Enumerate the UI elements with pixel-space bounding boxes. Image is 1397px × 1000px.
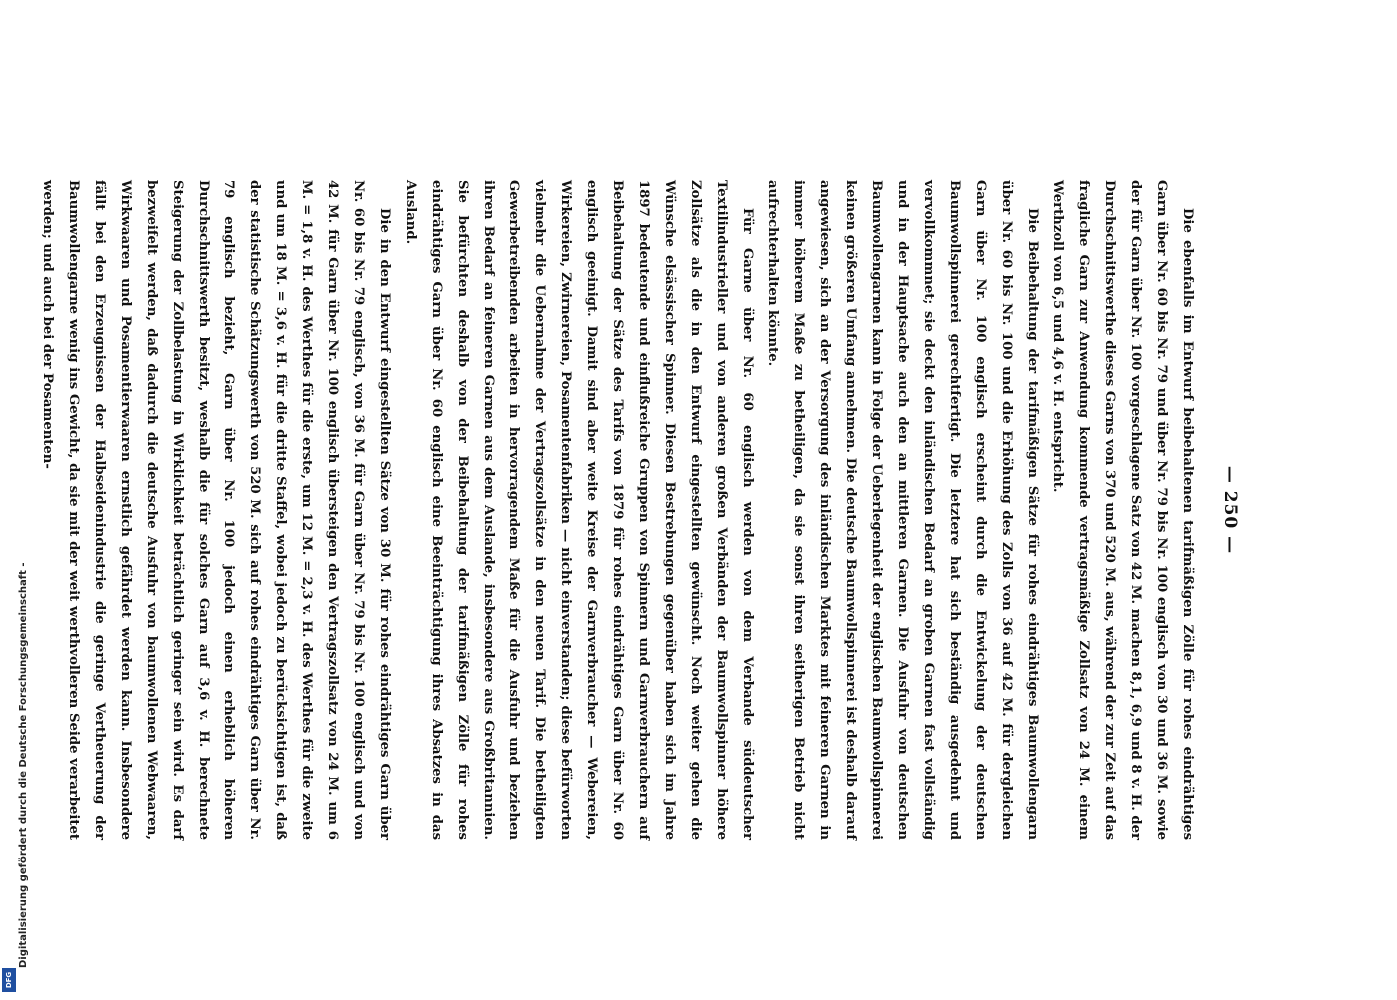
paragraph-2: Die Beibehaltung der tarifmäßigen Sätze für rohes eindrähtiges Baumwollengarn über Nr. 60 bis Nr. 100 und die Erhöhung des Zolls von 36 auf 42 M. für dergleichen Garn über Nr. 100 englisch erscheint durch die Entwickelung der deutschen Baumwollspinnerei gerechtfertigt. Die letztere hat sich beständig ausgedehnt und vervollkommnet; sie deckt den inländischen Bedarf an groben Garnen fast vollständig und in der Hauptsache auch den an mittleren Garnen. Die Ausfuhr von deutschen Baumwollengarnen kann in Folge der Ueberlegenheit der englischen Baumwollspinnerei keinen größeren Umfang annehmen. Die deutsche Baumwollspinnerei ist deshalb darauf angewiesen, sich an der Versorgung des inländischen Marktes mit feineren Garnen in immer höherem Maße zu betheiligen, da sie sonst ihren seitherigen Betrieb nicht aufrechterhalten könnte. — [765, 180, 1040, 840]
dfg-logo-icon — [2, 968, 16, 992]
page-number: — 250 — — [1220, 465, 1240, 555]
paragraph-3: Für Garne über Nr. 60 englisch werden von dem Verbande süddeutscher Textilindustrieller und von anderen großen Verbänden der Baumwollspinner höhere Zollsätze als die in den Entwurf eingestellten gewünscht. Noch weiter gehen die Wünsche elsässischer Spinner. Diesen Bestrebungen gegenüber haben sich im Jahre 1897 bedeutende und einflußreiche Gruppen von Spinnern und Garnverbrauchern auf Beibehaltung der Sätze des Tarifs von 1879 für rohes eindrähtiges Garn über Nr. 60 englisch geeinigt. Damit sind aber weite Kreise der Garnverbraucher — Webereien, Wirkereien, Zwirnereien, Posamentenfabriken — nicht einverstanden; diese befürworten vielmehr die Uebernahme der Vertragszollsätze in den neuen Tarif. Die betheiligten Gewerbetreibenden arbeiten in hervorragendem Maße für die Ausfuhr und beziehen ihren Bedarf an feineren Garnen aus dem Auslande, insbesondere aus Großbritannien. Sie befürchten deshalb von der Beibehaltung der tarifmäßigen Zölle für rohes eindrähtiges Garn über Nr. 60 englisch eine Beeinträchtigung ihres Absatzes in das Ausland. — [402, 180, 755, 840]
paragraph-4: Die in den Entwurf eingestellten Sätze von 30 M. für rohes eindrähtiges Garn über Nr. 60 bis Nr. 79 englisch, von 36 M. für Garn über Nr. 79 bis Nr. 100 englisch und von 42 M. für Garn über Nr. 100 englisch übersteigen den Vertragszollsatz von 24 M. um 6 M. = 1,8 v. H. des Werthes für die erste, um 12 M. = 2,3 v. H. des Werthes für die zweite und um 18 M. = 3,6 v. H. für die dritte Staffel, wobei jedoch zu berücksichtigen ist, daß der statistische Schätzungswerth von 520 M. sich auf rohes eindrähtiges Garn über Nr. 79 englisch bezieht, Garn über Nr. 100 jedoch einen erheblich höheren Durchschnittswerth besitzt, weshalb die für solches Garn auf 3,6 v. H. berechnete Steigerung der Zollbelastung in Wirklichkeit beträchtlich geringer sein wird. Es darf bezweifelt werden, daß dadurch die deutsche Ausfuhr von baumwollenen Webwaaren, Wirkwaaren und Posamentierwaaren ernstlich gefährdet werden kann. Insbesondere fällt bei den Erzeugnissen der Halbseidenindustrie die geringe Vertheuerung der Baumwollengarne wenig ins Gewicht, da sie mit der weit werthvolleren Seide verarbeitet werden; und auch bei der Posamenten- — [40, 180, 392, 840]
footer-strip — [0, 0, 29, 1000]
digitization-credit: Digitalisierung gefördert durch die Deutsche Forschungsgemeinschaft - — [18, 562, 29, 968]
paragraph-1: Die ebenfalls im Entwurf beibehaltenen tarifmäßigen Zölle für rohes eindrähtiges Garn über Nr. 60 bis Nr. 79 und über Nr. 79 bis Nr. 100 englisch von 30 und 36 M. sowie der für Garn über Nr. 100 vorgeschlagene Satz von 42 M. machen 8,1, 6,9 und 8 v. H. der Durchschnittswerthe dieses Garns von 370 und 520 M. aus, während der zur Zeit auf das fragliche Garn zur Anwendung kommende vertragsmäßige Zollsatz von 24 M. einem Werthzoll von 6,5 und 4,6 v. H. entspricht. — [1050, 180, 1195, 840]
dfg-logo-text: DFG — [5, 971, 13, 989]
body-text — [34, 180, 1200, 840]
rotated-text-block — [40, 180, 1240, 840]
